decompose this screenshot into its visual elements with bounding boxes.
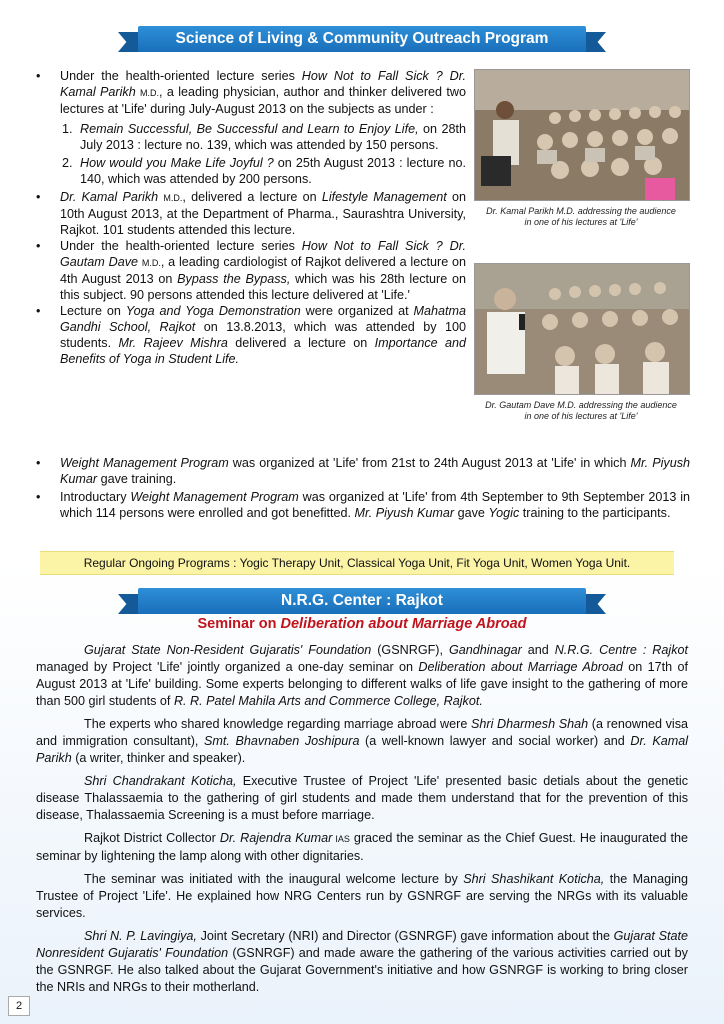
bullet-yoga-lecture: • Lecture on Yoga and Yoga Demonstration were organized at Mahatma Gandhi School, Rajkot on 13.8.2013, which was attended by 100 students. Mr. Rajeev Mishra delivered a lecture on Importance and Benefits of Yoga in Student Life.	[36, 304, 467, 366]
lecture-audience-illustration	[475, 70, 689, 200]
outreach-bullet-list	[36, 68, 466, 367]
bullet-dot: •	[36, 304, 41, 318]
seminar-heading: Seminar on Deliberation about Marriage Abroad	[197, 616, 527, 632]
paragraph-chief-guest: Rajkot District Collector Dr. Rajendra Kumar IAS graced the seminar as the Chief Guest. He inaugurated the seminar by lightening the lamp along with other dignitaries.	[36, 831, 688, 863]
photo-kamal-parikh-lecture	[474, 69, 690, 201]
regular-programs-ribbon: Regular Ongoing Programs : Yogic Therapy Unit, Classical Yoga Unit, Fit Yoga Unit, Women Yoga Unit.	[40, 551, 674, 575]
bullet-dot: •	[36, 456, 41, 470]
section-banner-nrg	[0, 586, 724, 616]
bullet-dot: •	[36, 190, 41, 204]
section-title-nrg: N.R.G. Center : Rajkot	[138, 588, 586, 614]
bullet-gautam-dave: • Under the health-oriented lecture series How Not to Fall Sick ? Dr. Gautam Dave M.D., a leading cardiologist of Rajkot delivered a lecture on 4th August 2013 on Bypass the Bypass, which was his 28th lecture on this subject. 90 persons attended this lecture delivered at 'Life.'	[36, 239, 467, 302]
bullet-dot: •	[36, 239, 41, 253]
bullet-lifestyle-management: • Dr. Kamal Parikh M.D., delivered a lecture on Lifestyle Management on 10th August 2013, at the Department of Pharma., Saurashtra University, Rajkot. 101 students attended this lecture.	[36, 190, 466, 237]
section-banner-outreach	[0, 24, 724, 54]
lecture-item-140: 2. How would you Make Life Joyful ? on 25th August 2013 : lecture no. 140, which was attended by 200 persons.	[62, 156, 466, 186]
paragraph-welcome: The seminar was initiated with the inaugural welcome lecture by Shri Shashikant Koticha, the Managing Trustee of Project 'Life'. He explained how NRG Centers run by GSNRGF are serving the NRGs with its valuable services.	[36, 872, 688, 920]
caption-line: in one of his lectures at 'Life'	[524, 217, 638, 227]
outreach-bullet-list-wide	[36, 455, 690, 523]
caption-line: in one of his lectures at 'Life'	[524, 411, 638, 421]
bullet-weight-program: • Weight Management Program was organized at 'Life' from 21st to 24th August 2013 at 'Life' in which Mr. Piyush Kumar gave training.	[36, 456, 690, 486]
paragraph-thalassaemia: Shri Chandrakant Koticha, Executive Trustee of Project 'Life' presented basic detials about the genetic disease Thalassaemia to the gathering of girl students and made them understand that for the prevention of this disease, Thalassaemia Screening is a must before marriage.	[36, 774, 688, 822]
caption-photo-2	[474, 400, 688, 422]
caption-line: Dr. Kamal Parikh M.D. addressing the audience	[486, 206, 676, 216]
lecture-audience-illustration	[475, 264, 689, 394]
lecture-sublist	[60, 121, 466, 187]
photo-gautam-dave-lecture	[474, 263, 690, 395]
section-title-outreach: Science of Living & Community Outreach Program	[138, 26, 586, 52]
bullet-dot: •	[36, 490, 41, 504]
caption-photo-1	[474, 206, 688, 228]
seminar-article	[36, 642, 688, 1002]
bullet-intro-weight-program: • Introductary Weight Management Program was organized at 'Life' from 4th September to 9th September 2013 in which 114 persons were enrolled and got benefitted. Mr. Piyush Kumar gave Yogic training to the participants.	[36, 490, 691, 520]
paragraph-experts: The experts who shared knowledge regarding marriage abroad were Shri Dharmesh Shah (a renowned visa and immigration consultant), Smt. Bhavnaben Joshipura (a well-known lawyer and social worker) and Dr. Kamal Parikh (a writer, thinker and speaker).	[36, 717, 689, 765]
paragraph-lavingiya: Shri N. P. Lavingiya, Joint Secretary (NRI) and Director (GSNRGF) gave information about the Gujarat State Nonresident Gujaratis' Foundation (GSNRGF) and made aware the gathering of the various activities carried out by the GSNRGF. He also talked about the Gujarat Government's initiative and how GSNRGF is working to bring closer the NRIs and NRGs to their motherland.	[36, 929, 688, 994]
bullet-kamal-lectures: • Under the health-oriented lecture series How Not to Fall Sick ? Dr. Kamal Parikh M.D., a leading physician, author and thinker delivered two lectures at 'Life' during July-August 2013 on the subjects as under : 1. Remain Successful, Be Successful and Learn to Enjoy Life, on 28th July 2013 : lecture no. 139, which was attended by 150 persons. 2. How would you Make Life Joyful ? on 25th August 2013 : lecture no. 140, which was attended by 200 persons.	[36, 69, 466, 186]
paragraph-intro: Gujarat State Non-Resident Gujaratis' Foundation (GSNRGF), Gandhinagar and N.R.G. Centre : Rajkot managed by Project 'Life' jointly organized a one-day seminar on Deliberation about Marriage Abroad on 17th of August 2013 at 'Life' building. Some experts belonging to different walks of life gave insight to the gathering of more than 500 girl students of R. R. Patel Mahila Arts and Commerce College, Rajkot.	[36, 643, 688, 708]
bullet-dot: •	[36, 69, 41, 83]
page-number: 2	[8, 996, 30, 1016]
lecture-item-139: 1. Remain Successful, Be Successful and Learn to Enjoy Life, on 28th July 2013 : lecture no. 139, which was attended by 150 persons.	[62, 122, 466, 152]
caption-line: Dr. Gautam Dave M.D. addressing the audience	[485, 400, 677, 410]
